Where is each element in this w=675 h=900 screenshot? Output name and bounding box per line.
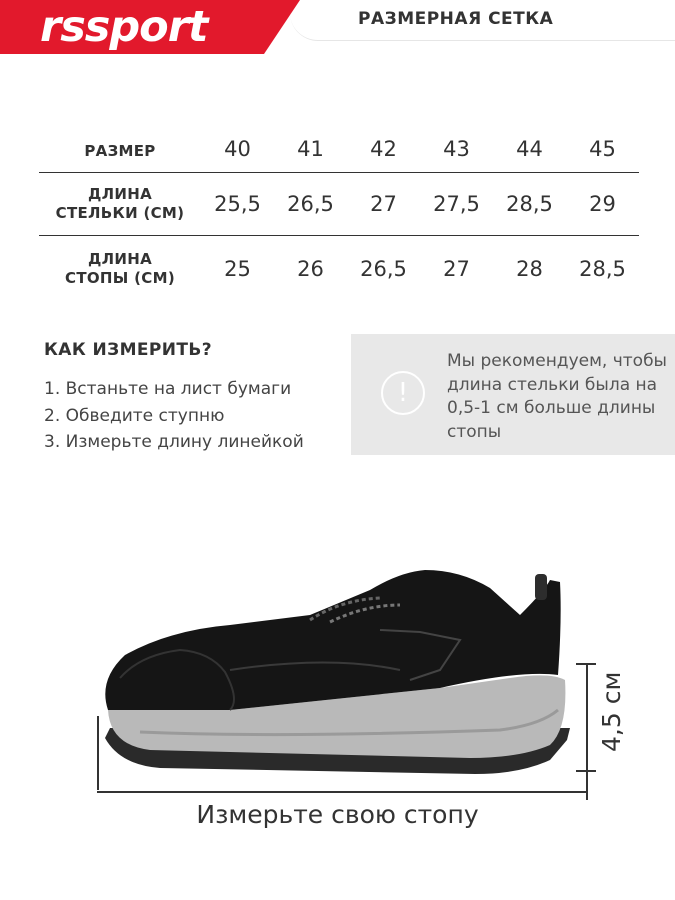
size-table bbox=[39, 126, 639, 302]
table-cell: 28,5 bbox=[579, 257, 626, 281]
row-values bbox=[201, 192, 639, 216]
row-label-line: ДЛИНА СТОПЫ (СМ) bbox=[65, 250, 175, 287]
steps-list bbox=[44, 376, 304, 456]
table-cell: 27 bbox=[443, 257, 470, 281]
table-cell: 45 bbox=[589, 137, 616, 161]
page-title: РАЗМЕРНАЯ СЕТКА bbox=[358, 9, 554, 29]
list-item: 1. Встаньте на лист бумаги bbox=[44, 379, 292, 399]
length-guide-line bbox=[97, 791, 587, 793]
table-cell: 26,5 bbox=[287, 192, 334, 216]
height-label: 4,5 см bbox=[597, 671, 626, 752]
table-cell: 25,5 bbox=[214, 192, 261, 216]
measure-caption: Измерьте свою стопу bbox=[196, 800, 479, 829]
row-label bbox=[39, 231, 201, 307]
length-guide-left bbox=[97, 716, 99, 790]
how-to-title: КАК ИЗМЕРИТЬ? bbox=[44, 340, 213, 360]
exclamation-icon: ! bbox=[381, 371, 425, 415]
recommendation-text: Мы рекомендуем, чтобы длина стельки была на 0,5-1 см больше длины стопы bbox=[447, 351, 667, 442]
table-cell: 26 bbox=[297, 257, 324, 281]
table-row-foot bbox=[39, 236, 639, 302]
table-cell: 25 bbox=[224, 257, 251, 281]
list-item: 3. Измерьте длину линейкой bbox=[44, 432, 304, 452]
brand-logo: rssport bbox=[40, 2, 208, 52]
row-values bbox=[201, 137, 639, 161]
table-cell: 43 bbox=[443, 137, 470, 161]
table-cell: 41 bbox=[297, 137, 324, 161]
row-values bbox=[201, 257, 639, 281]
table-cell: 44 bbox=[516, 137, 543, 161]
table-row-insole bbox=[39, 173, 639, 236]
table-cell: 42 bbox=[370, 137, 397, 161]
row-label-line: ДЛИНА СТЕЛЬКИ (СМ) bbox=[55, 185, 185, 222]
table-cell: 27 bbox=[370, 192, 397, 216]
table-cell: 26,5 bbox=[360, 257, 407, 281]
shoe-image bbox=[80, 560, 600, 790]
table-cell: 40 bbox=[224, 137, 251, 161]
height-guide-line bbox=[586, 663, 588, 771]
table-cell: 29 bbox=[589, 192, 616, 216]
recommendation-box bbox=[351, 334, 675, 455]
table-cell: 27,5 bbox=[433, 192, 480, 216]
row-label: РАЗМЕР bbox=[84, 141, 156, 160]
table-cell: 28,5 bbox=[506, 192, 553, 216]
table-cell: 28 bbox=[516, 257, 543, 281]
list-item: 2. Обведите ступню bbox=[44, 405, 225, 426]
